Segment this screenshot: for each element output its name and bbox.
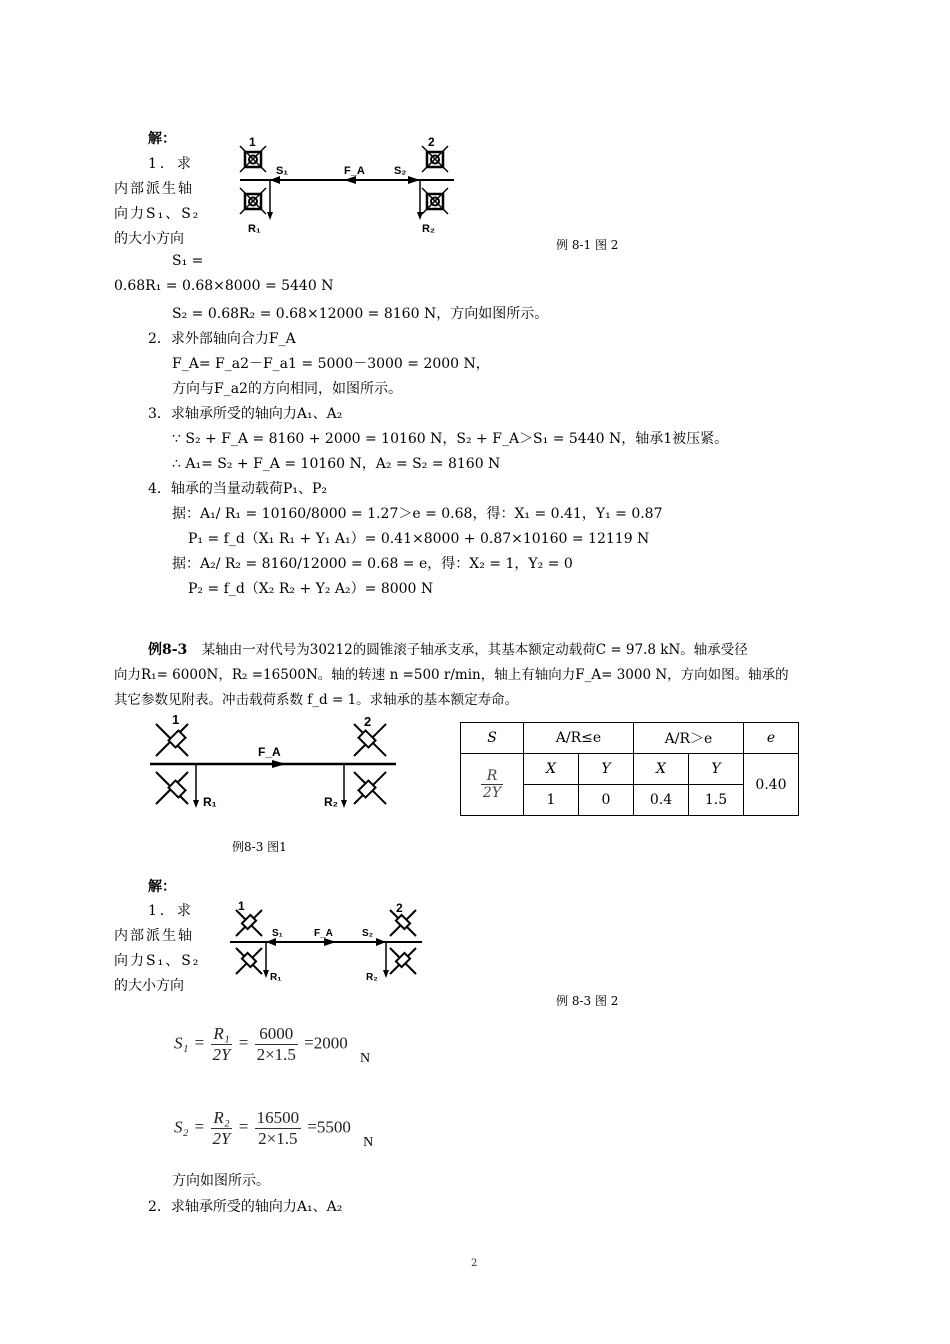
eq2-den1: 2Y bbox=[212, 1129, 231, 1148]
s-formula-cell bbox=[461, 754, 524, 816]
label-1: 1 bbox=[172, 712, 180, 727]
label-2: 2 bbox=[396, 901, 403, 915]
s2-eq: S₂ = 0.68R₂ = 0.68×12000 = 8160 N，方向如图所示。 bbox=[172, 306, 549, 322]
eq2-num2: 16500 bbox=[256, 1108, 300, 1127]
s-formula-den: 2Y bbox=[482, 785, 502, 801]
eq1-unit: N bbox=[360, 1051, 371, 1067]
label-fa: F_A bbox=[344, 165, 365, 177]
label-s2: S₂ bbox=[362, 928, 374, 939]
figure-caption-8-3-2: 例 8-3 图 2 bbox=[556, 994, 619, 1008]
step4-line4: P₂ = f_d（X₂ R₂ + Y₂ A₂）= 8000 N bbox=[188, 581, 434, 597]
eq1-den1: 2Y bbox=[212, 1045, 231, 1064]
step2-line1: F_A= F_a2－F_a1 = 5000－3000 = 2000 N， bbox=[172, 356, 490, 372]
step1-line1: 1．求 bbox=[148, 903, 194, 919]
step1-line2: 内部派生轴 bbox=[114, 181, 194, 197]
label-1: 1 bbox=[238, 900, 245, 913]
header-ar-le-e: A/R≤e bbox=[524, 723, 634, 754]
step2-line2: 方向与F_a2的方向相同，如图所示。 bbox=[172, 381, 402, 397]
eq2-den2: 2×1.5 bbox=[258, 1129, 298, 1148]
step4-title: 4．轴承的当量动载荷P₁、P₂ bbox=[148, 481, 327, 497]
solution-heading: 解： bbox=[148, 131, 176, 147]
eq1-lhs: S₁ bbox=[174, 1033, 189, 1053]
eq2-lhs: S₂ bbox=[174, 1117, 189, 1137]
example-line3: 其它参数见附表。冲击载荷系数 f_d = 1。求轴承的基本额定寿命。 bbox=[114, 692, 519, 708]
bearing-diagram-8-3-fig2 bbox=[228, 900, 424, 984]
equation-s1: S₁ = $\frac{\text{R₁}}{2Y}$ = $\frac{6000}{2\times 1.5}$ =2000 $_N$ bbox=[174, 1024, 371, 1067]
col-y1: Y bbox=[579, 754, 634, 785]
eq2-unit: N bbox=[363, 1135, 374, 1151]
step4-line1: 据：A₁/ R₁ = 10160/8000 = 1.27＞e = 0.68，得：X₁ = 0.41，Y₁ = 0.87 bbox=[172, 506, 663, 522]
direction-note: 方向如图所示。 bbox=[172, 1173, 270, 1189]
step4-line2: P₁ = f_d（X₁ R₁ + Y₁ A₁）= 0.41×8000 + 0.87×10160 = 12119 N bbox=[188, 531, 650, 547]
bearing-parameter-table bbox=[460, 722, 799, 816]
label-r2: R₂ bbox=[324, 795, 338, 809]
label-2: 2 bbox=[428, 135, 435, 149]
header-s: S bbox=[461, 723, 524, 754]
s-formula-num: R bbox=[481, 768, 503, 785]
step3-line2: ∴ A₁= S₂ + F_A = 10160 N，A₂ = S₂ = 8160 N bbox=[172, 456, 501, 472]
label-r2: R₂ bbox=[422, 223, 435, 235]
label-fa: F_A bbox=[314, 928, 333, 939]
value-x1: 1 bbox=[524, 785, 579, 816]
label-s1: S₁ bbox=[272, 928, 283, 939]
col-x1: X bbox=[524, 754, 579, 785]
label-s2: S₂ bbox=[394, 165, 407, 177]
step4-line3: 据：A₂/ R₂ = 8160/12000 = 0.68 = e，得：X₂ = 1，Y₂ = 0 bbox=[172, 556, 573, 572]
step1-line2: 内部派生轴 bbox=[114, 928, 194, 944]
eq1-num2: 6000 bbox=[255, 1024, 298, 1045]
example-label: 例8-3 bbox=[148, 642, 188, 658]
value-y2: 1.5 bbox=[689, 785, 744, 816]
step2-title: 2．求外部轴向合力F_A bbox=[148, 331, 296, 347]
label-r1: R₁ bbox=[203, 795, 217, 809]
bearing-diagram-8-1 bbox=[232, 134, 460, 240]
bearing-diagram-8-3-fig1 bbox=[148, 712, 400, 816]
label-1: 1 bbox=[249, 135, 256, 149]
col-y2: Y bbox=[689, 754, 744, 785]
page-number: 2 bbox=[471, 1258, 478, 1269]
label-2: 2 bbox=[364, 714, 372, 729]
step3-title: 3．求轴承所受的轴向力A₁、A₂ bbox=[148, 406, 343, 422]
value-e: 0.40 bbox=[744, 754, 799, 816]
label-r1: R₁ bbox=[270, 972, 282, 983]
label-s1: S₁ bbox=[276, 165, 288, 177]
eq1-num1: R₁ bbox=[211, 1024, 233, 1045]
eq2-result: 5500 bbox=[316, 1117, 351, 1137]
value-x2: 0.4 bbox=[634, 785, 689, 816]
step1-line3: 向力S₁、S₂ bbox=[114, 206, 201, 222]
figure-caption-8-1-2: 例 8-1 图 2 bbox=[556, 238, 619, 252]
s1-eq-rest: 0.68R₁ = 0.68×8000 = 5440 N bbox=[114, 278, 334, 294]
col-x2: X bbox=[634, 754, 689, 785]
eq1-den2: 2×1.5 bbox=[256, 1045, 296, 1064]
equation-s2: S₂ = $\frac{\text{R₂}}{2Y}$ = $\frac{16500}{2\times 1.5}$ =5500 $_N$ bbox=[174, 1108, 374, 1151]
eq2-num1: R₂ bbox=[211, 1108, 233, 1129]
step1-line4: 的大小方向 bbox=[114, 978, 184, 994]
step2-title: 2．求轴承所受的轴向力A₁、A₂ bbox=[148, 1199, 343, 1215]
solution-heading: 解： bbox=[148, 879, 176, 895]
step1-line1: 1．求 bbox=[148, 156, 194, 172]
header-ar-gt-e: A/R＞e bbox=[634, 723, 744, 754]
value-y1: 0 bbox=[579, 785, 634, 816]
label-r2: R₂ bbox=[366, 972, 378, 983]
label-r1: R₁ bbox=[248, 223, 261, 235]
eq1-result: 2000 bbox=[313, 1033, 348, 1053]
step3-line1: ∵ S₂ + F_A = 8160 + 2000 = 10160 N，S₂ + F_A＞S₁ = 5440 N，轴承1被压紧。 bbox=[172, 431, 729, 447]
header-e: e bbox=[744, 723, 799, 754]
label-fa: F_A bbox=[258, 745, 281, 759]
s1-eq-start: S₁ = bbox=[172, 253, 204, 269]
step1-line4: 的大小方向 bbox=[114, 231, 184, 247]
example-line1: 某轴由一对代号为30212的圆锥滚子轴承支承，其基本额定动载荷C = 97.8 kN。轴承受径 bbox=[201, 642, 748, 658]
step1-line3: 向力S₁、S₂ bbox=[114, 953, 201, 969]
figure-caption-8-3-1: 例8-3 图1 bbox=[232, 840, 287, 854]
example-line2: 向力R₁= 6000N，R₂ =16500N。轴的转速 n =500 r/min，轴上有轴向力F_A= 3000 N，方向如图。轴承的 bbox=[114, 667, 789, 683]
